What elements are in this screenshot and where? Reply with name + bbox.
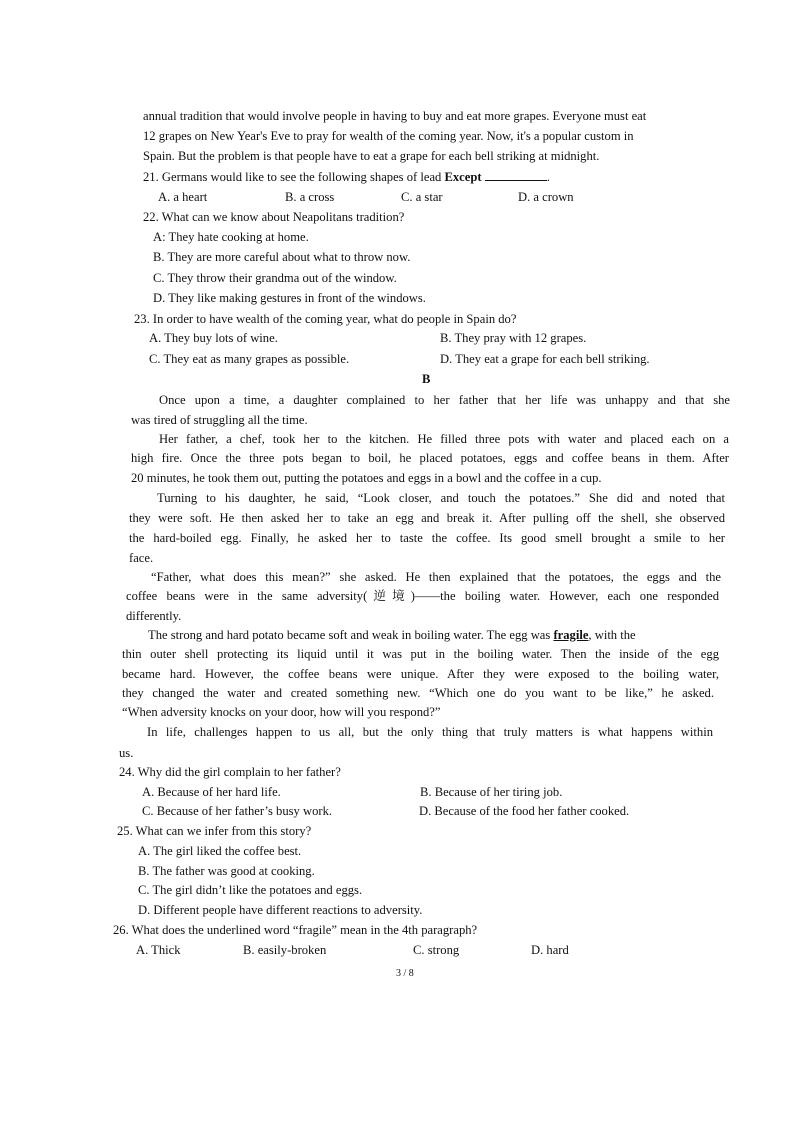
- passage-b-p2-line: Her father, a chef, took her to the kitchen. He filled three pots with water and placed each on a: [159, 432, 729, 446]
- question-24-option-a: A. Because of her hard life.: [142, 785, 281, 799]
- passage-b-p4-line: “Father, what does this mean?” she asked. He then explained that the potatoes, the eggs and the: [151, 570, 721, 584]
- question-25-option-a: A. The girl liked the coffee best.: [138, 844, 302, 858]
- passage-b-p1-line: was tired of struggling all the time.: [131, 413, 308, 427]
- passage-a-line: annual tradition that would involve people in having to buy and eat more grapes. Everyone must eat: [143, 109, 647, 123]
- answer-blank: [485, 168, 547, 181]
- question-21-period: .: [546, 170, 550, 184]
- passage-b-p6-line: us.: [119, 746, 134, 760]
- question-21-option-b: B. a cross: [285, 190, 335, 204]
- question-26-stem: 26. What does the underlined word “fragile” mean in the 4th paragraph?: [113, 923, 478, 937]
- question-25-stem: 25. What can we infer from this story?: [117, 824, 312, 838]
- passage-b-p3-line: the hard-boiled egg. Finally, he asked her to taste the coffee. Its good smell brought a smile to her: [129, 531, 725, 545]
- question-25-option-b: B. The father was good at cooking.: [138, 864, 315, 878]
- passage-b-p5-text: The strong and hard potato became soft and weak in boiling water. The egg was: [148, 628, 554, 642]
- question-21-option-a: A. a heart: [158, 190, 208, 204]
- question-22-option-b: B. They are more careful about what to throw now.: [153, 250, 411, 264]
- passage-b-p5-line: became hard. However, the coffee beans were unique. After they were exposed to the boiling water,: [122, 667, 719, 681]
- question-21-except: Except: [444, 170, 482, 184]
- question-21-option-d: D. a crown: [518, 190, 574, 204]
- question-23-option-c: C. They eat as many grapes as possible.: [149, 352, 350, 366]
- question-26-option-d: D. hard: [531, 943, 569, 957]
- question-25-option-c: C. The girl didn’t like the potatoes and eggs.: [138, 883, 363, 897]
- question-24-stem: 24. Why did the girl complain to her father?: [119, 765, 341, 779]
- passage-b-p5-line: [148, 627, 636, 643]
- page-number: 3 / 8: [396, 968, 414, 979]
- passage-b-p4-line: differently.: [126, 609, 182, 623]
- passage-b-p2-line: high fire. Once the three pots began to boil, he placed potatoes, eggs and coffee beans in them. After: [131, 451, 729, 465]
- passage-b-p3-line: face.: [129, 551, 154, 565]
- question-26-option-a: A. Thick: [136, 943, 181, 957]
- passage-a-line: Spain. But the problem is that people have to eat a grape for each bell striking at midnight.: [143, 149, 600, 163]
- passage-b-p4-line: coffee beans were in the same adversity(逆境)——the boiling water. However, each one responded: [126, 589, 719, 603]
- question-23-stem: 23. In order to have wealth of the coming year, what do people in Spain do?: [134, 312, 517, 326]
- passage-a-line: 12 grapes on New Year's Eve to pray for wealth of the coming year. Now, it's a popular custom in: [143, 129, 634, 143]
- question-21-stem-text: 21. Germans would like to see the following shapes of lead: [143, 170, 445, 184]
- passage-b-p1-line: Once upon a time, a daughter complained to her father that her life was unhappy and that she: [159, 393, 730, 407]
- question-22-option-c: C. They throw their grandma out of the window.: [153, 271, 397, 285]
- question-22-option-a: A: They hate cooking at home.: [153, 230, 309, 244]
- passage-b-p5-line: they changed the water and created something new. “Which one do you want to be like,” he asked.: [122, 686, 714, 700]
- passage-b-p3-line: they were soft. He then asked her to take an egg and break it. After pulling off the shell, she observed: [129, 511, 725, 525]
- question-21-option-c: C. a star: [401, 190, 443, 204]
- passage-b-p3-line: Turning to his daughter, he said, “Look closer, and touch the potatoes.” She did and noted that: [157, 491, 725, 505]
- question-23-option-b: B. They pray with 12 grapes.: [440, 331, 587, 345]
- question-24-option-c: C. Because of her father’s busy work.: [142, 804, 333, 818]
- question-24-option-d: D. Because of the food her father cooked.: [419, 804, 630, 818]
- question-26-option-b: B. easily-broken: [243, 943, 327, 957]
- underlined-word-fragile: fragile: [553, 628, 589, 642]
- question-21-stem: [143, 168, 550, 185]
- passage-b-p5-line: thin outer shell protecting its liquid until it was put in the boiling water. Then the inside of the egg: [122, 647, 719, 661]
- passage-b-p5-text: , with the: [588, 628, 636, 642]
- question-23-option-d: D. They eat a grape for each bell striking.: [440, 352, 650, 366]
- question-22-option-d: D. They like making gestures in front of the windows.: [153, 291, 426, 305]
- question-23-option-a: A. They buy lots of wine.: [149, 331, 278, 345]
- question-25-option-d: D. Different people have different reactions to adversity.: [138, 903, 423, 917]
- passage-b-p6-line: In life, challenges happen to us all, but the only thing that truly matters is what happens within: [147, 725, 713, 739]
- question-22-stem: 22. What can we know about Neapolitans tradition?: [143, 210, 405, 224]
- passage-b-p2-line: 20 minutes, he took them out, putting the potatoes and eggs in a bowl and the coffee in a cup.: [131, 471, 602, 485]
- question-26-option-c: C. strong: [413, 943, 460, 957]
- section-b-heading: B: [422, 372, 431, 386]
- passage-b-p5-line: “When adversity knocks on your door, how will you respond?”: [122, 705, 441, 719]
- question-24-option-b: B. Because of her tiring job.: [420, 785, 563, 799]
